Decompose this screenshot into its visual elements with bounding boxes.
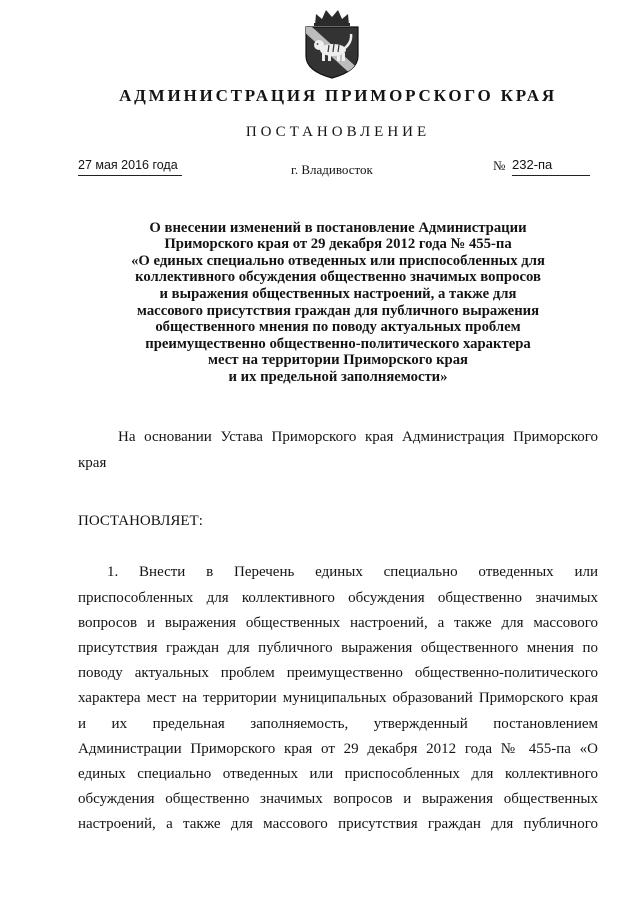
paragraph-line: 1. Внести в Перечень единых специально отведенных или <box>107 564 598 581</box>
coat-of-arms-emblem <box>302 6 362 80</box>
subject-line: и выражения общественных настроений, а также для <box>159 286 517 303</box>
paragraph-line: вопросов и выражения общественных настроений, а также для массового <box>78 614 598 631</box>
item-1-paragraph <box>78 560 598 837</box>
paragraph-line: приспособленных для коллективного обсуждения общественно значимых <box>78 589 598 606</box>
subject-line: массового присутствия граждан для публичного выражения <box>136 302 540 319</box>
document-city: г. Владивосток <box>291 162 373 177</box>
document-date: 27 мая 2016 года <box>78 155 182 176</box>
subject-line: общественного мнения по поводу актуальных проблем <box>155 319 521 336</box>
subject-line: «О единых специально отведенных или приспособленных для <box>131 252 545 269</box>
document-subject <box>78 220 598 386</box>
subject-line: Приморского края от 29 декабря 2012 года № 455-па <box>164 236 512 253</box>
paragraph-line: единых специально отведенных или приспособленных для коллективного <box>78 766 598 783</box>
paragraph-line: присутствия граждан для публичного выражения общественного мнения по <box>78 640 598 656</box>
paragraph-line: настроений, а также для массового присутствия граждан для публичного <box>78 816 598 833</box>
resolves-heading: ПОСТАНОВЛЯЕТ: <box>78 513 203 529</box>
document-number: 232-па <box>512 155 590 176</box>
subject-line: и их предельной заполняемости» <box>228 369 448 386</box>
subject-line: преимущественно общественно-политического характера <box>145 335 531 352</box>
preamble-line: края <box>78 455 107 471</box>
paragraph-line: и их предельная заполняемость, утвержденный постановлением <box>78 715 598 732</box>
paragraph-line: характера мест на территории муниципальных образований Приморского края <box>78 690 598 707</box>
organization-title: АДМИНИСТРАЦИЯ ПРИМОРСКОГО КРАЯ <box>119 86 557 105</box>
number-sign: № <box>493 158 506 173</box>
paragraph-line: обсуждения общественно значимых вопросов и выражения общественных <box>78 791 598 808</box>
subject-line: О внесении изменений в постановление Администрации <box>149 219 527 236</box>
emblem-crown <box>315 10 349 25</box>
paragraph-line: Администрации Приморского края от 29 декабря 2012 года № 455-па «О <box>78 740 598 757</box>
preamble-line: На основании Устава Приморского края Администрация Приморского <box>118 429 598 445</box>
subject-line: мест на территории Приморского края <box>208 352 468 369</box>
subject-line: коллективного обсуждения общественно значимых вопросов <box>135 269 541 286</box>
document-type: ПОСТАНОВЛЕНИЕ <box>245 124 431 140</box>
paragraph-line: поводу актуальных проблем преимущественно общественно-политического <box>78 665 598 682</box>
